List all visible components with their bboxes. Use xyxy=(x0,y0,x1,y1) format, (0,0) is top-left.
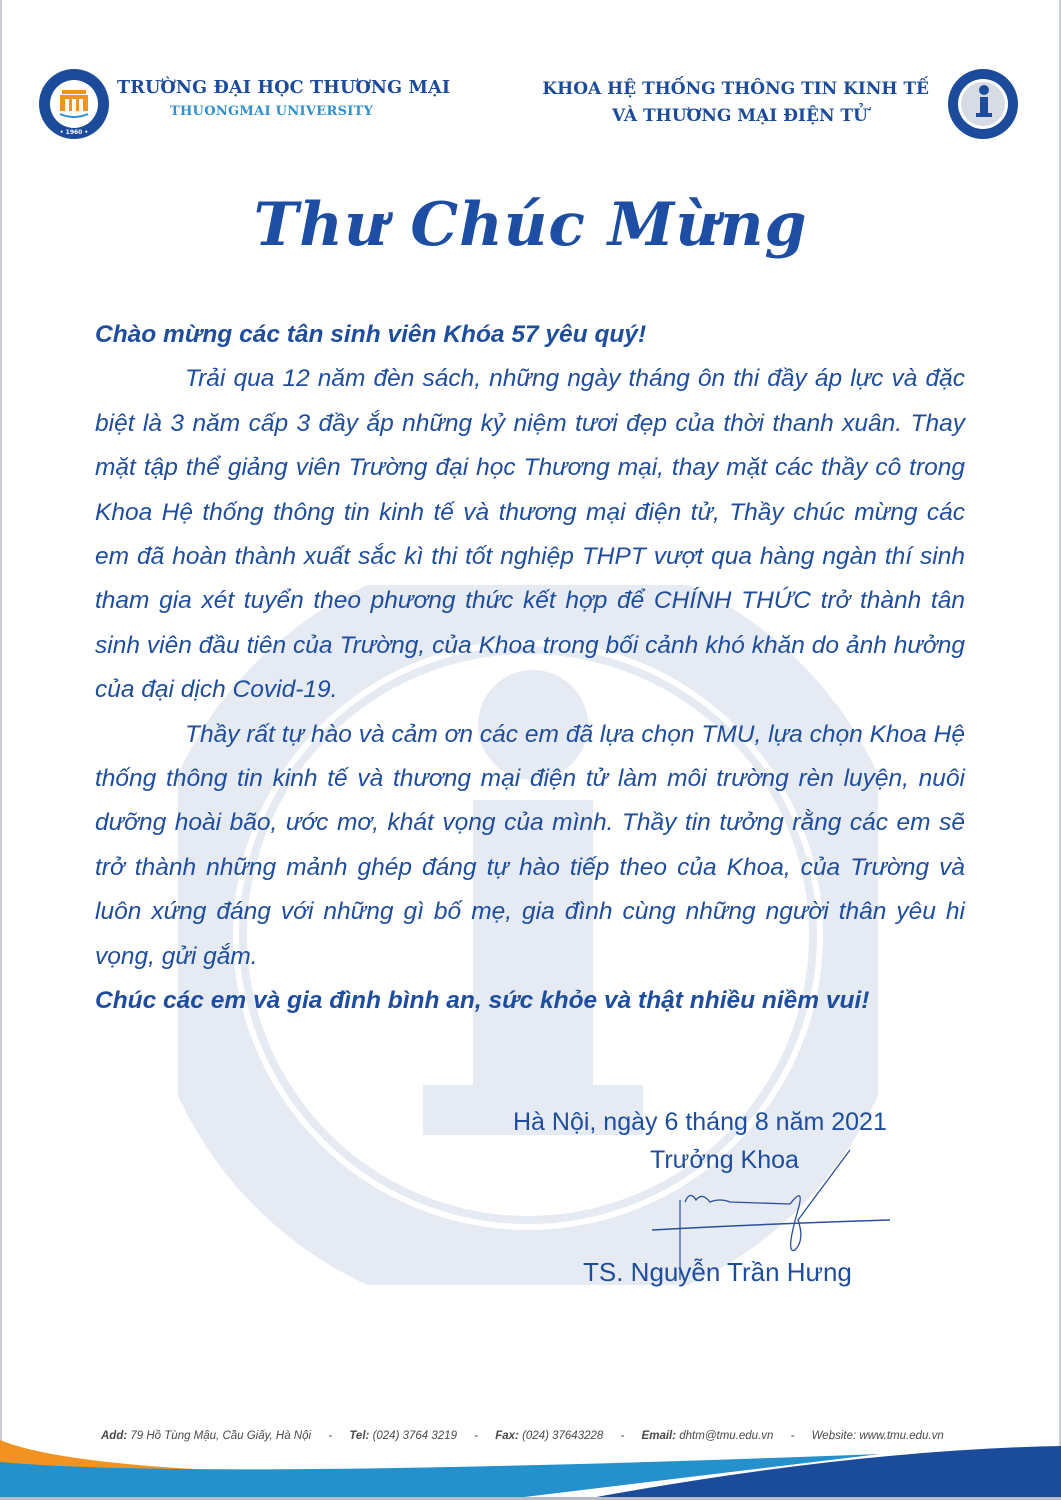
paragraph-2: Thầy rất tự hào và cảm ơn các em đã lựa chọn TMU, lựa chọn Khoa Hệ thống thông tin kinh tế và thương mại điện tử làm môi trường rèn luyện, nuôi dưỡng hoài bão, ước mơ, khát vọng của mình. Thầy tin tưởng rằng các em sẽ trở thành những mảnh ghép đáng tự hào tiếp theo của Khoa, của Trường và luôn xứng đáng với những gì bố mẹ, gia đình cùng những người thân yêu hi vọng, gửi gắm. xyxy=(95,720,965,970)
website-label: Website: xyxy=(811,1430,857,1442)
faculty-info-logo-icon xyxy=(947,68,1019,140)
tel-label: Tel: xyxy=(349,1430,370,1442)
website-value[interactable]: www.tmu.edu.vn xyxy=(859,1430,944,1442)
faculty-name-line2: VÀ THƯƠNG MẠI ĐIỆN TỬ xyxy=(612,106,868,126)
email-label: Email: xyxy=(641,1430,677,1442)
separator: - xyxy=(328,1430,333,1442)
university-name-en: THUONGMAI UNIVERSITY xyxy=(170,104,374,119)
signer-name: TS. Nguyễn Trần Hưng xyxy=(583,1257,852,1287)
signer-role: Trưởng Khoa xyxy=(650,1146,799,1174)
greeting: Chào mừng các tân sinh viên Khóa 57 yêu quý! xyxy=(95,321,647,348)
university-logo-icon xyxy=(38,68,110,140)
svg-text:• 1960 •: • 1960 • xyxy=(59,129,89,136)
letter-title: Thư Chúc Mừng xyxy=(253,190,808,260)
separator: - xyxy=(790,1430,795,1442)
fax-label: Fax: xyxy=(495,1430,519,1442)
faculty-name-line1: KHOA HỆ THỐNG THÔNG TIN KINH TẾ xyxy=(542,79,929,99)
university-name: TRƯỜNG ĐẠI HỌC THƯƠNG MẠI xyxy=(117,78,451,98)
separator: - xyxy=(620,1430,625,1442)
paragraph-1: Trải qua 12 năm đèn sách, những ngày tháng ôn thi đầy áp lực và đặc biệt là 3 năm cấp 3 đầy ắp những kỷ niệm tươi đẹp của thời thanh xuân. Thay mặt tập thể giảng viên Trường đại học Thương mại, thay mặt các thầy cô trong Khoa Hệ thống thông tin kinh tế và thương mại điện tử, Thầy chúc mừng các em đã hoàn thành xuất sắc kì thi tốt nghiệp THPT vượt qua hàng ngàn thí sinh tham gia xét tuyển theo phương thức kết hợp để CHÍNH THỨC trở thành tân sinh viên đầu tiên của Trường, của Khoa trong bối cảnh khó khăn do ảnh hưởng của đại dịch Covid-19. xyxy=(95,365,965,704)
address-label: Add: xyxy=(101,1430,128,1442)
email-value[interactable]: dhtm@tmu.edu.vn xyxy=(679,1430,774,1442)
place-date: Hà Nội, ngày 6 tháng 8 năm 2021 xyxy=(513,1108,887,1136)
tel-value: (024) 3764 3219 xyxy=(372,1430,457,1442)
address-value: 79 Hồ Tùng Mậu, Cầu Giấy, Hà Nội xyxy=(130,1430,312,1442)
separator: - xyxy=(474,1430,479,1442)
letter-body xyxy=(95,313,965,1024)
fax-value: (024) 37643228 xyxy=(522,1430,604,1442)
closing-wishes: Chúc các em và gia đình bình an, sức khỏe và thật nhiều niềm vui! xyxy=(95,987,870,1015)
footer-wave-decoration xyxy=(0,1440,1061,1500)
